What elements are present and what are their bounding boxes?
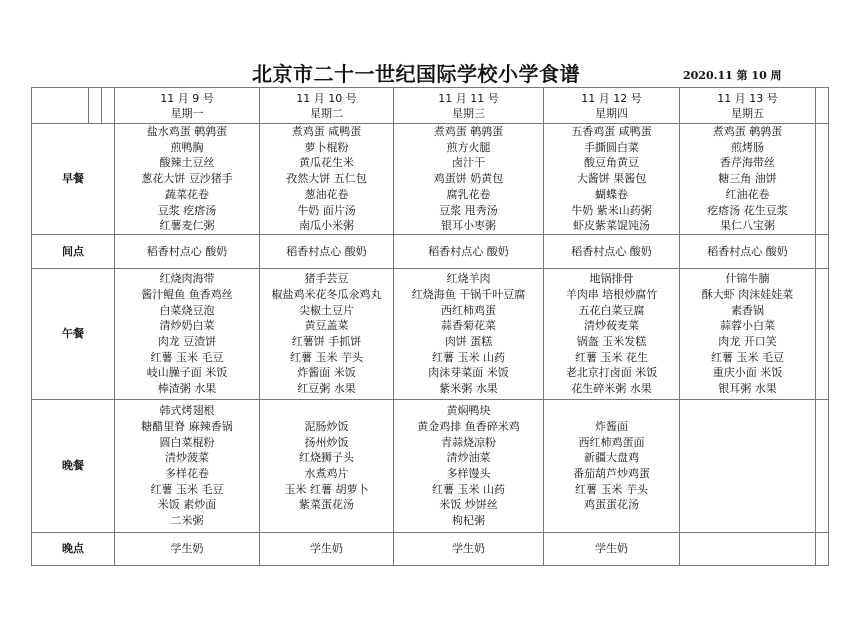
dish-line: 红薯 玉米 毛豆 — [150, 482, 224, 496]
dish-line: 手撕圆白菜 — [584, 140, 639, 154]
menu-cell — [394, 399, 544, 532]
dish-line: 番茄葫芦炒鸡蛋 — [573, 466, 650, 480]
day-weekday: 星期二 — [310, 106, 343, 120]
meal-label: 间点 — [32, 234, 115, 268]
spacer-cell — [816, 268, 829, 399]
day-header — [115, 88, 260, 124]
dish-line: 枸杞粥 — [452, 514, 485, 528]
dish-line: 稻香村点心 酸奶 — [707, 244, 788, 258]
dish-line: 卤汁干 — [452, 156, 485, 170]
spacer-cell — [816, 399, 829, 532]
menu-cell — [260, 268, 394, 399]
dish-line: 酸辣土豆丝 — [159, 156, 215, 170]
dish-line: 炸酱面 — [595, 419, 628, 433]
menu-cell — [115, 124, 260, 235]
dish-line: 香芹海带丝 — [720, 156, 775, 170]
dish-line: 蒜蓉小白菜 — [720, 319, 775, 333]
dish-line: 棒渣粥 水果 — [157, 382, 217, 396]
dish-line: 红薯 玉米 毛豆 — [711, 350, 784, 364]
menu-cell — [544, 532, 680, 565]
dish-line: 蔬菜花卷 — [165, 187, 209, 201]
menu-cell — [394, 268, 544, 399]
page-title: 北京市二十一世纪国际学校小学食谱 — [252, 62, 580, 86]
menu-cell — [680, 124, 816, 235]
dish-line: 二米粥 — [170, 514, 204, 528]
spacer-cell — [102, 88, 115, 124]
dish-line: 什锦牛腩 — [725, 272, 770, 286]
dish-line: 红薯 玉米 芋头 — [575, 482, 648, 496]
day-header — [544, 88, 680, 124]
dish-line: 清炒菠菜 — [165, 451, 209, 465]
dish-line: 鸡蛋饼 奶黄包 — [433, 172, 504, 186]
day-date: 11 月 9 号 — [160, 91, 214, 105]
meal-row — [32, 399, 829, 532]
dish-line: 红豆粥 水果 — [297, 382, 356, 396]
dish-line: 花生碎米粥 水果 — [571, 382, 652, 396]
menu-cell — [680, 532, 816, 565]
dish-line: 蝴蝶卷 — [595, 187, 628, 201]
dish-line: 红薯 玉米 花生 — [575, 350, 648, 364]
spacer-cell — [816, 234, 829, 268]
meal-label: 晚点 — [32, 532, 115, 565]
day-weekday: 星期一 — [170, 106, 204, 120]
dish-line: 萝卜棍粉 — [304, 140, 349, 154]
dish-line: 猪手芸豆 — [304, 272, 349, 286]
dish-line: 牛奶 面片汤 — [297, 203, 356, 217]
dish-line: 学生奶 — [170, 542, 204, 556]
day-weekday: 星期三 — [452, 106, 485, 120]
dish-line: 银耳粥 水果 — [718, 382, 777, 396]
dish-line: 疙瘩汤 花生豆浆 — [707, 203, 788, 217]
dish-line: 青蒜烧凉粉 — [441, 435, 496, 449]
dish-line: 紫米粥 水果 — [439, 382, 498, 396]
dish-line: 盐水鸡蛋 鹌鹑蛋 — [146, 125, 228, 138]
dish-line: 煮鸡蛋 鹌鹑蛋 — [433, 125, 504, 138]
menu-cell — [680, 268, 816, 399]
menu-cell — [544, 268, 680, 399]
day-date: 11 月 11 号 — [438, 91, 499, 105]
dish-line: 新疆大盘鸡 — [584, 451, 639, 465]
dish-line: 葱油花卷 — [304, 187, 349, 201]
dish-line: 大酱饼 果酱包 — [576, 172, 647, 186]
dish-line: 蒜香菊花菜 — [441, 319, 496, 333]
dish-line: 稻香村点心 酸奶 — [571, 244, 652, 258]
dish-line: 豆浆 疙瘩汤 — [157, 203, 217, 217]
day-weekday: 星期五 — [731, 106, 764, 120]
dish-line: 西红柿鸡蛋面 — [578, 435, 645, 449]
dish-line: 黄金鸡排 鱼香碎米鸡 — [417, 419, 520, 433]
menu-cell — [544, 234, 680, 268]
dish-line: 多样花卷 — [165, 466, 209, 480]
menu-cell — [115, 399, 260, 532]
dish-line: 泥肠炒饭 — [304, 419, 349, 433]
menu-cell — [394, 124, 544, 235]
dish-line: 白菜烧豆泡 — [159, 303, 215, 317]
menu-cell — [115, 234, 260, 268]
dish-line: 西红柿鸡蛋 — [441, 303, 496, 317]
dish-line: 煮鸡蛋 咸鸭蛋 — [291, 125, 362, 138]
dish-line: 圆白菜棍粉 — [159, 435, 215, 449]
menu-cell — [394, 532, 544, 565]
spacer-cell — [816, 124, 829, 235]
spacer-cell — [89, 88, 102, 124]
dish-line: 红烧海鱼 干锅千叶豆腐 — [411, 287, 526, 301]
dish-line: 煎方火腿 — [446, 140, 491, 154]
dish-line: 酱汁鲲鱼 鱼香鸡丝 — [141, 287, 233, 301]
dish-line: 肉龙 豆渣饼 — [157, 334, 217, 348]
dish-line: 煮鸡蛋 鹌鹑蛋 — [712, 125, 783, 138]
dish-line: 红薯饼 手抓饼 — [291, 334, 362, 348]
day-date: 11 月 10 号 — [296, 91, 357, 105]
dish-line: 羊肉串 培根炒腐竹 — [565, 287, 658, 301]
dish-line: 糖醋里脊 麻辣香锅 — [141, 419, 233, 433]
dish-line: 肉饼 蛋糕 — [444, 334, 493, 348]
dish-line: 红薯 玉米 山药 — [432, 350, 505, 364]
dish-line: 牛奶 紫米山药粥 — [571, 203, 652, 217]
dish-line: 稻香村点心 酸奶 — [286, 244, 367, 258]
dish-line: 玉米 红薯 胡萝卜 — [284, 482, 369, 496]
dish-line: 红油花卷 — [725, 187, 770, 201]
dish-line: 稻香村点心 酸奶 — [146, 244, 228, 258]
meal-label: 午餐 — [32, 268, 115, 399]
dish-line: 米饭 素炒面 — [157, 498, 217, 512]
menu-table — [31, 87, 829, 566]
dish-line: 黄焖鸭块 — [446, 404, 491, 418]
dish-line: 豆浆 甩秀汤 — [439, 203, 498, 217]
dish-line: 南瓜小米粥 — [299, 219, 354, 233]
dish-line: 清炒奶白菜 — [159, 319, 215, 333]
dish-line: 糖三角 油饼 — [718, 172, 777, 186]
dish-line: 酥大虾 肉沫娃娃菜 — [701, 287, 794, 301]
meal-row — [32, 532, 829, 565]
dish-line: 五花白菜豆腐 — [578, 303, 645, 317]
dish-line: 红薯 玉米 山药 — [432, 482, 505, 496]
dish-line: 学生奶 — [310, 542, 343, 556]
day-date: 11 月 13 号 — [717, 91, 778, 105]
dish-line: 韩式烤翅根 — [159, 404, 215, 418]
dish-line: 稻香村点心 酸奶 — [428, 244, 509, 258]
dish-line: 红烧羊肉 — [446, 272, 491, 286]
dish-line: 素香锅 — [731, 303, 764, 317]
dish-line: 五香鸡蛋 咸鸭蛋 — [571, 125, 652, 138]
day-header — [394, 88, 544, 124]
dish-line: 尖椒土豆片 — [299, 303, 354, 317]
dish-line: 红烧肉海带 — [159, 272, 215, 286]
dish-line: 老北京打卤面 米饭 — [565, 366, 658, 380]
dish-line: 重庆小面 米饭 — [712, 366, 783, 380]
dish-line: 清炒莜麦菜 — [584, 319, 639, 333]
dish-line: 锅盔 玉米发糕 — [576, 334, 647, 348]
day-header — [260, 88, 394, 124]
day-date: 11 月 12 号 — [581, 91, 642, 105]
dish-line: 孜然大饼 五仁包 — [286, 172, 367, 186]
dish-line: 学生奶 — [595, 542, 628, 556]
menu-cell — [115, 532, 260, 565]
dish-line: 肉沫芽菜面 米饭 — [428, 366, 509, 380]
dish-line: 鸡蛋蛋花汤 — [584, 498, 639, 512]
meal-row — [32, 124, 829, 235]
dish-line: 腐乳花卷 — [446, 187, 491, 201]
dish-line: 多样馒头 — [446, 466, 491, 480]
dish-line: 酸豆角黄豆 — [584, 156, 639, 170]
meal-label: 早餐 — [32, 124, 115, 235]
dish-line: 果仁八宝粥 — [720, 219, 775, 233]
menu-cell — [544, 124, 680, 235]
dish-line: 肉龙 开口笑 — [718, 334, 777, 348]
dish-line: 银耳小枣粥 — [441, 219, 496, 233]
meal-row — [32, 234, 829, 268]
meal-row — [32, 268, 829, 399]
dish-line: 紫菜蛋花汤 — [299, 498, 354, 512]
menu-cell — [680, 399, 816, 532]
menu-cell — [680, 234, 816, 268]
dish-line: 米饭 炒饼丝 — [439, 498, 498, 512]
day-header — [680, 88, 816, 124]
dish-line: 椒盐鸡米花冬瓜氽鸡丸 — [271, 287, 382, 301]
menu-cell — [394, 234, 544, 268]
dish-line: 煎鸭胸 — [170, 140, 204, 154]
spacer-cell — [816, 532, 829, 565]
dish-line: 水煮鸡片 — [304, 466, 349, 480]
menu-cell — [260, 532, 394, 565]
week-label: 2020.11 第 10 周 — [683, 69, 782, 82]
corner-cell — [32, 88, 89, 124]
dish-line: 岐山臊子面 米饭 — [146, 366, 228, 380]
menu-cell — [260, 399, 394, 532]
dish-line: 煎烤肠 — [731, 140, 764, 154]
dish-line: 红薯 玉米 毛豆 — [150, 350, 224, 364]
dish-line: 红烧狮子头 — [299, 451, 354, 465]
meal-label: 晚餐 — [32, 399, 115, 532]
dish-line: 清炒油菜 — [446, 451, 491, 465]
dish-line: 地锅排骨 — [589, 272, 634, 286]
dish-line: 红薯麦仁粥 — [159, 219, 215, 233]
dish-line: 葱花大饼 豆沙猪手 — [141, 172, 233, 186]
day-weekday: 星期四 — [595, 106, 628, 120]
menu-cell — [115, 268, 260, 399]
dish-line: 红薯 玉米 芋头 — [290, 350, 363, 364]
menu-cell — [260, 124, 394, 235]
dish-line: 黄豆盖菜 — [304, 319, 349, 333]
dish-line: 黄瓜花生米 — [299, 156, 354, 170]
dish-line: 虾皮紫菜馄饨汤 — [573, 219, 650, 233]
menu-cell — [260, 234, 394, 268]
menu-cell — [544, 399, 680, 532]
dish-line: 学生奶 — [452, 542, 485, 556]
dish-line: 炸酱面 米饭 — [297, 366, 356, 380]
dish-line: 扬州炒饭 — [304, 435, 349, 449]
header-row — [32, 88, 829, 124]
spacer-cell — [816, 88, 829, 124]
